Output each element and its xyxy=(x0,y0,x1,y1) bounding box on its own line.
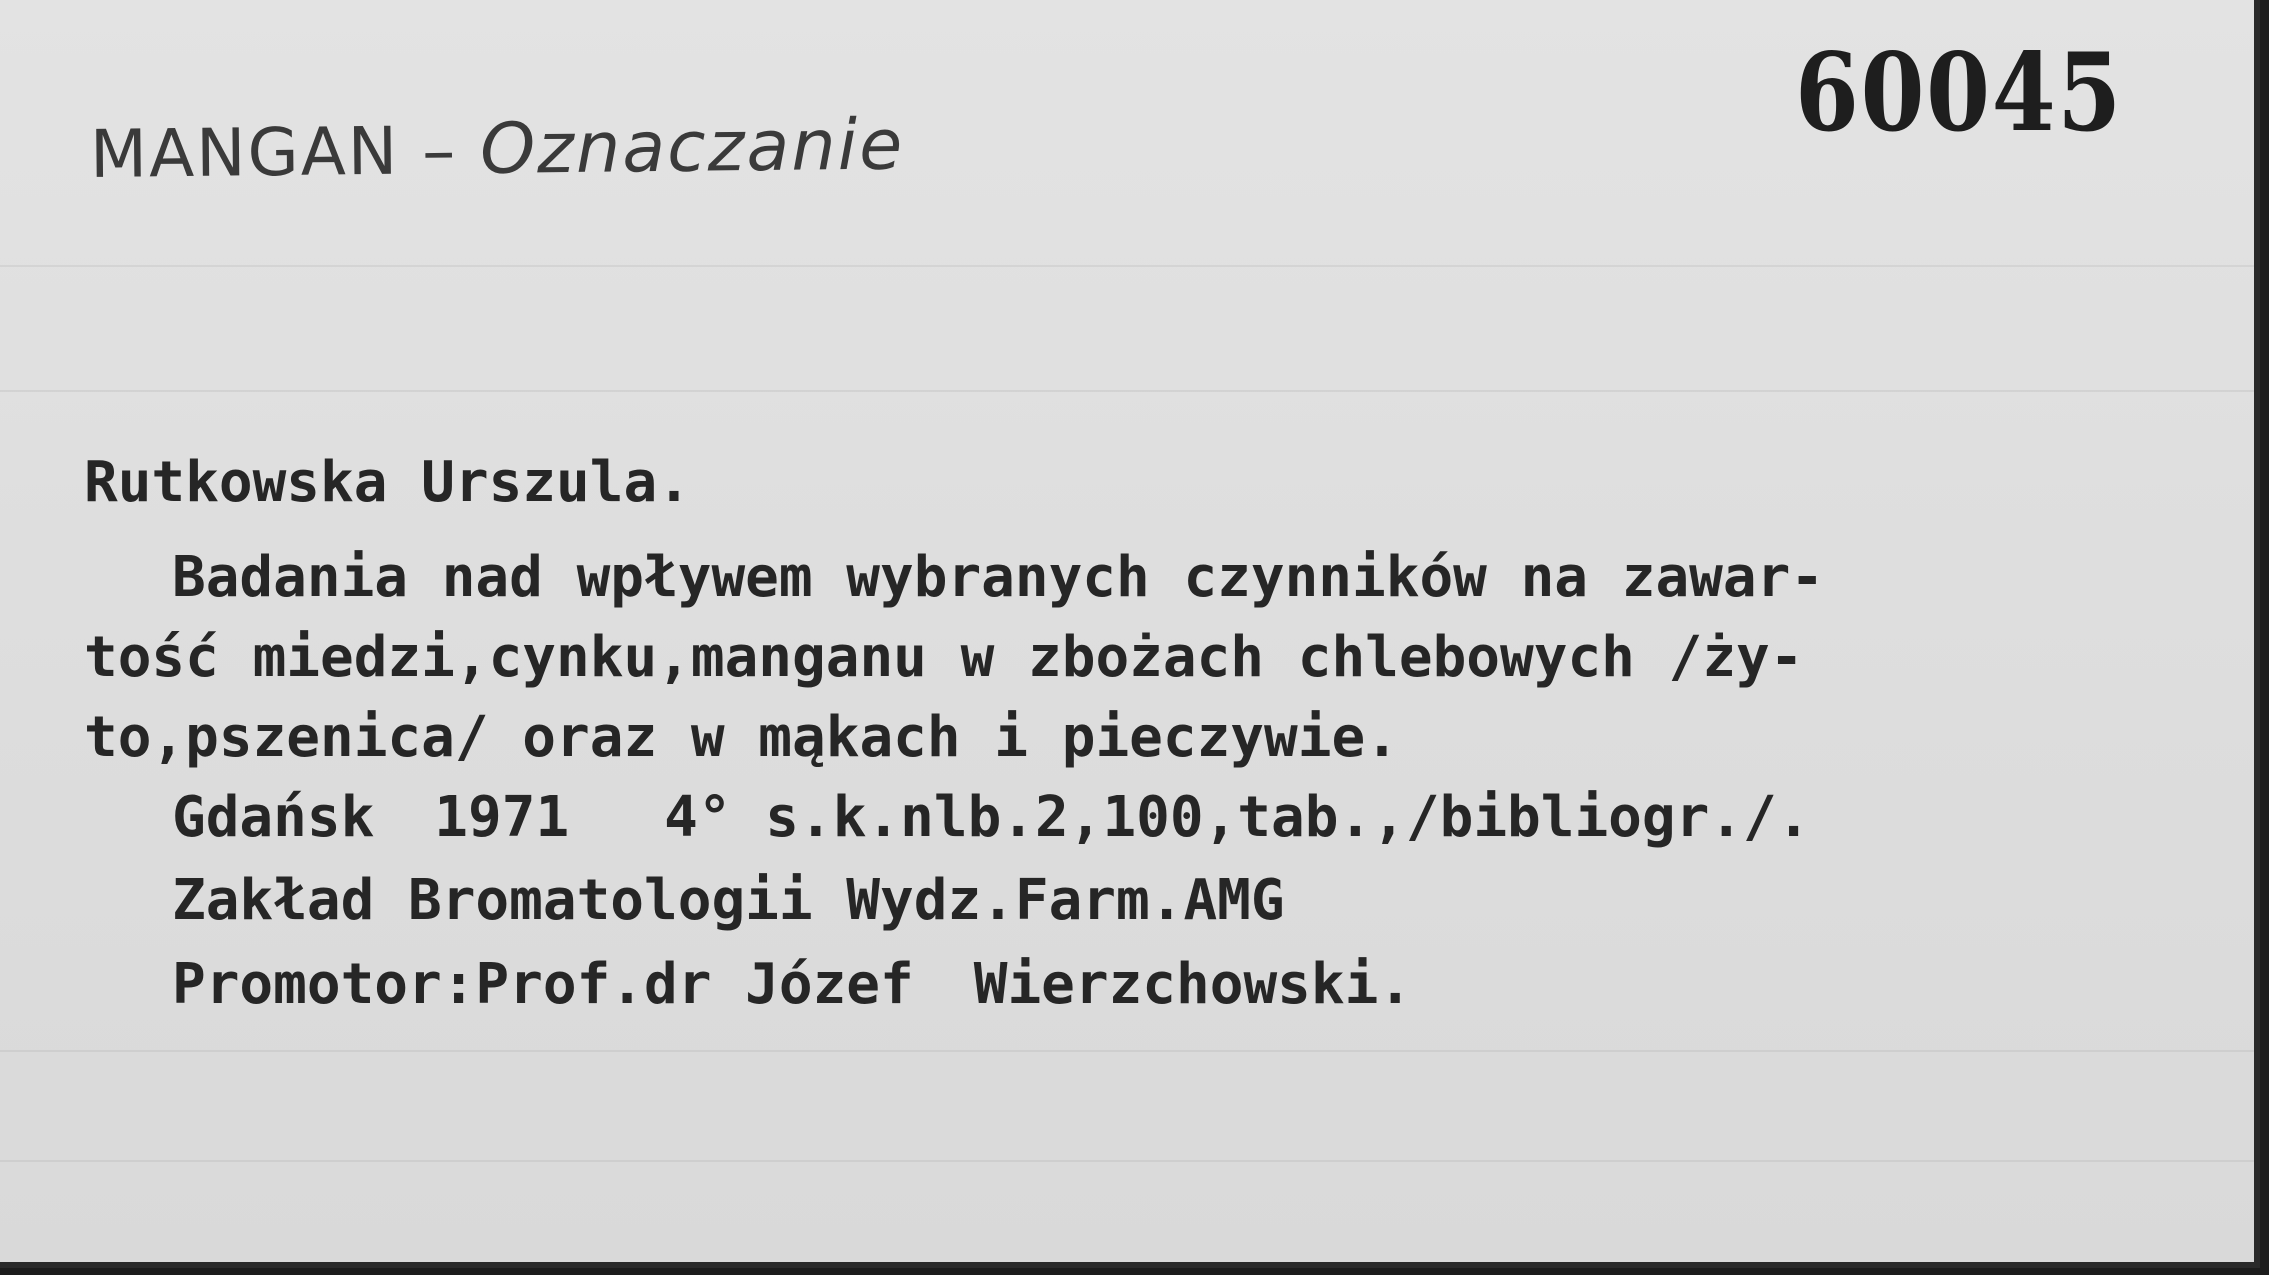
faded-line xyxy=(0,265,2260,267)
title-line: Badania nad wpływem wybranych czynników na zawar- xyxy=(172,545,1825,610)
title-line: tość miedzi,cynku,manganu w zbożach chlebowych /ży- xyxy=(84,625,1804,690)
catalog-number: 60045 xyxy=(1795,30,2123,156)
imprint-line xyxy=(172,785,1810,850)
subject-heading: MANGAN xyxy=(89,112,400,193)
promoter-name: Wierzchowski. xyxy=(973,952,1413,1017)
faded-line xyxy=(0,1050,2260,1052)
imprint-format: 4° s.k.nlb.2,100,tab.,/bibliogr./. xyxy=(664,785,1811,850)
institution-line: Zakład Bromatologii Wydz.Farm.AMG xyxy=(172,868,1285,933)
imprint-year: 1971 xyxy=(434,785,570,850)
faded-line xyxy=(0,390,2260,392)
handwritten-heading xyxy=(90,103,905,194)
promoter-line xyxy=(172,952,1412,1017)
heading-dash: – xyxy=(398,111,481,190)
imprint-place: Gdańsk xyxy=(172,785,375,850)
faded-line xyxy=(0,1160,2260,1162)
promoter-label: Promotor:Prof.dr Józef xyxy=(172,952,914,1017)
subheading: Oznaczanie xyxy=(479,103,905,190)
title-line: to,pszenica/ oraz w mąkach i pieczywie. xyxy=(84,705,1399,770)
author-line: Rutkowska Urszula. xyxy=(84,450,691,515)
